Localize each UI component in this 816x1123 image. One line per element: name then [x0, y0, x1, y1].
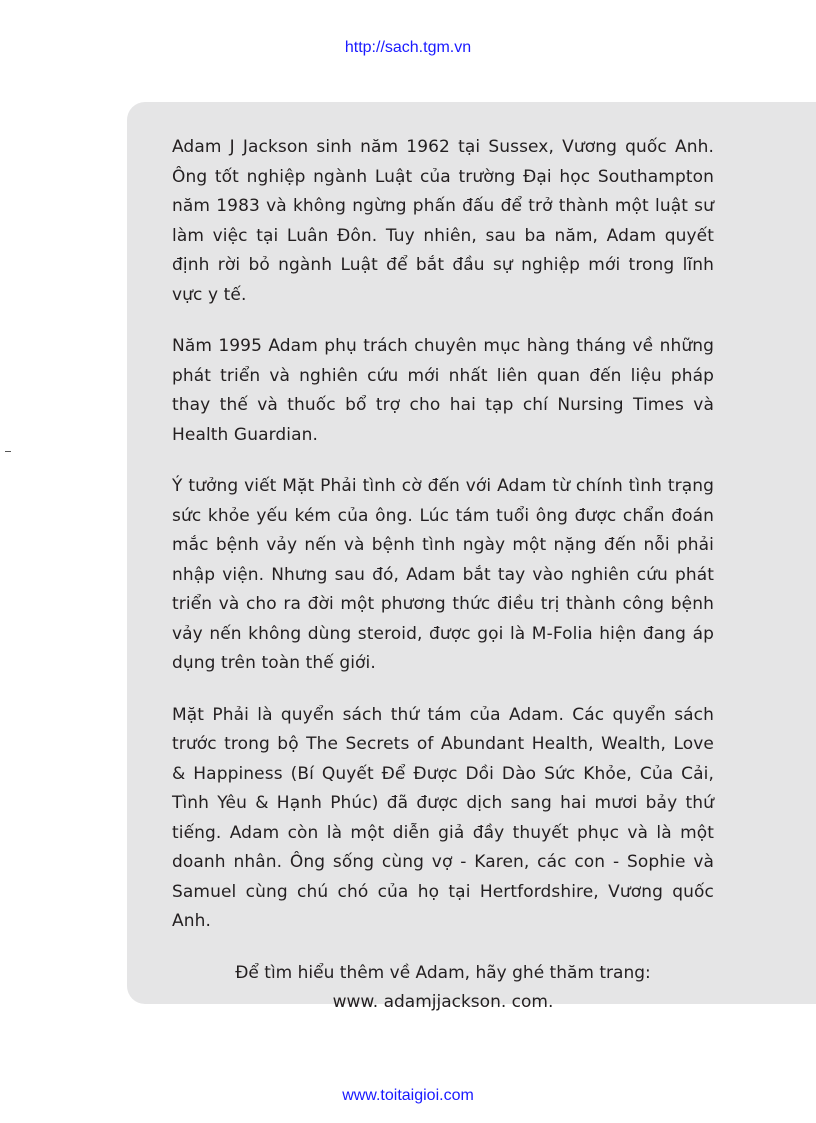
bio-paragraph-4: Mặt Phải là quyển sách thứ tám của Adam. Các quyển sách trước trong bộ The Secrets of Abundant Health, Wealth, Love & Happiness (Bí Quyết Để Được Dồi Dào Sức Khỏe, Của Cải, Tình Yêu & Hạnh Phúc) đã được dịch sang hai mươi bảy thứ tiếng. Adam còn là một diễn giả đầy thuyết phục và là một doanh nhân. Ông sống cùng vợ - Karen, các con - Sophie và Samuel cùng chú chó của họ tại Hertfordshire, Vương quốc Anh. [172, 704, 714, 931]
author-website: www. adamjjackson. com. [332, 992, 554, 1012]
bio-paragraph-3: Ý tưởng viết Mặt Phải tình cờ đến với Adam từ chính tình trạng sức khỏe yếu kém của ông. Lúc tám tuổi ông được chẩn đoán mắc bệnh vảy nến và bệnh tình ngày một nặng đến nỗi phải nhập viện. Nhưng sau đó, Adam bắt tay vào nghiên cứu phát triển và cho ra đời một phương thức điều trị thành công bệnh vảy nến không dùng steroid, được gọi là M-Folia hiện đang áp dụng trên toàn thế giới. [172, 476, 714, 673]
bio-paragraph-1: Adam J Jackson sinh năm 1962 tại Sussex, Vương quốc Anh. Ông tốt nghiệp ngành Luật của trường Đại học Southampton năm 1983 và không ngừng phấn đấu để trở thành một luật sư làm việc tại Luân Đôn. Tuy nhiên, sau ba năm, Adam quyết định rời bỏ ngành Luật để bắt đầu sự nghiệp mới trong lĩnh vực y tế. [172, 137, 714, 305]
footer-url-link[interactable]: www.toitaigioi.com [342, 1087, 474, 1104]
header-url-link[interactable]: http://sach.tgm.vn [344, 39, 472, 56]
margin-mark [5, 451, 11, 452]
author-bio [172, 133, 714, 1018]
bio-paragraph-2: Năm 1995 Adam phụ trách chuyên mục hàng tháng về những phát triển và nghiên cứu mới nhất liên quan đến liệu pháp thay thế và thuốc bổ trợ cho hai tạp chí Nursing Times và Health Guardian. [172, 336, 714, 445]
closing-line: Để tìm hiểu thêm về Adam, hãy ghé thăm trang: [235, 962, 651, 983]
